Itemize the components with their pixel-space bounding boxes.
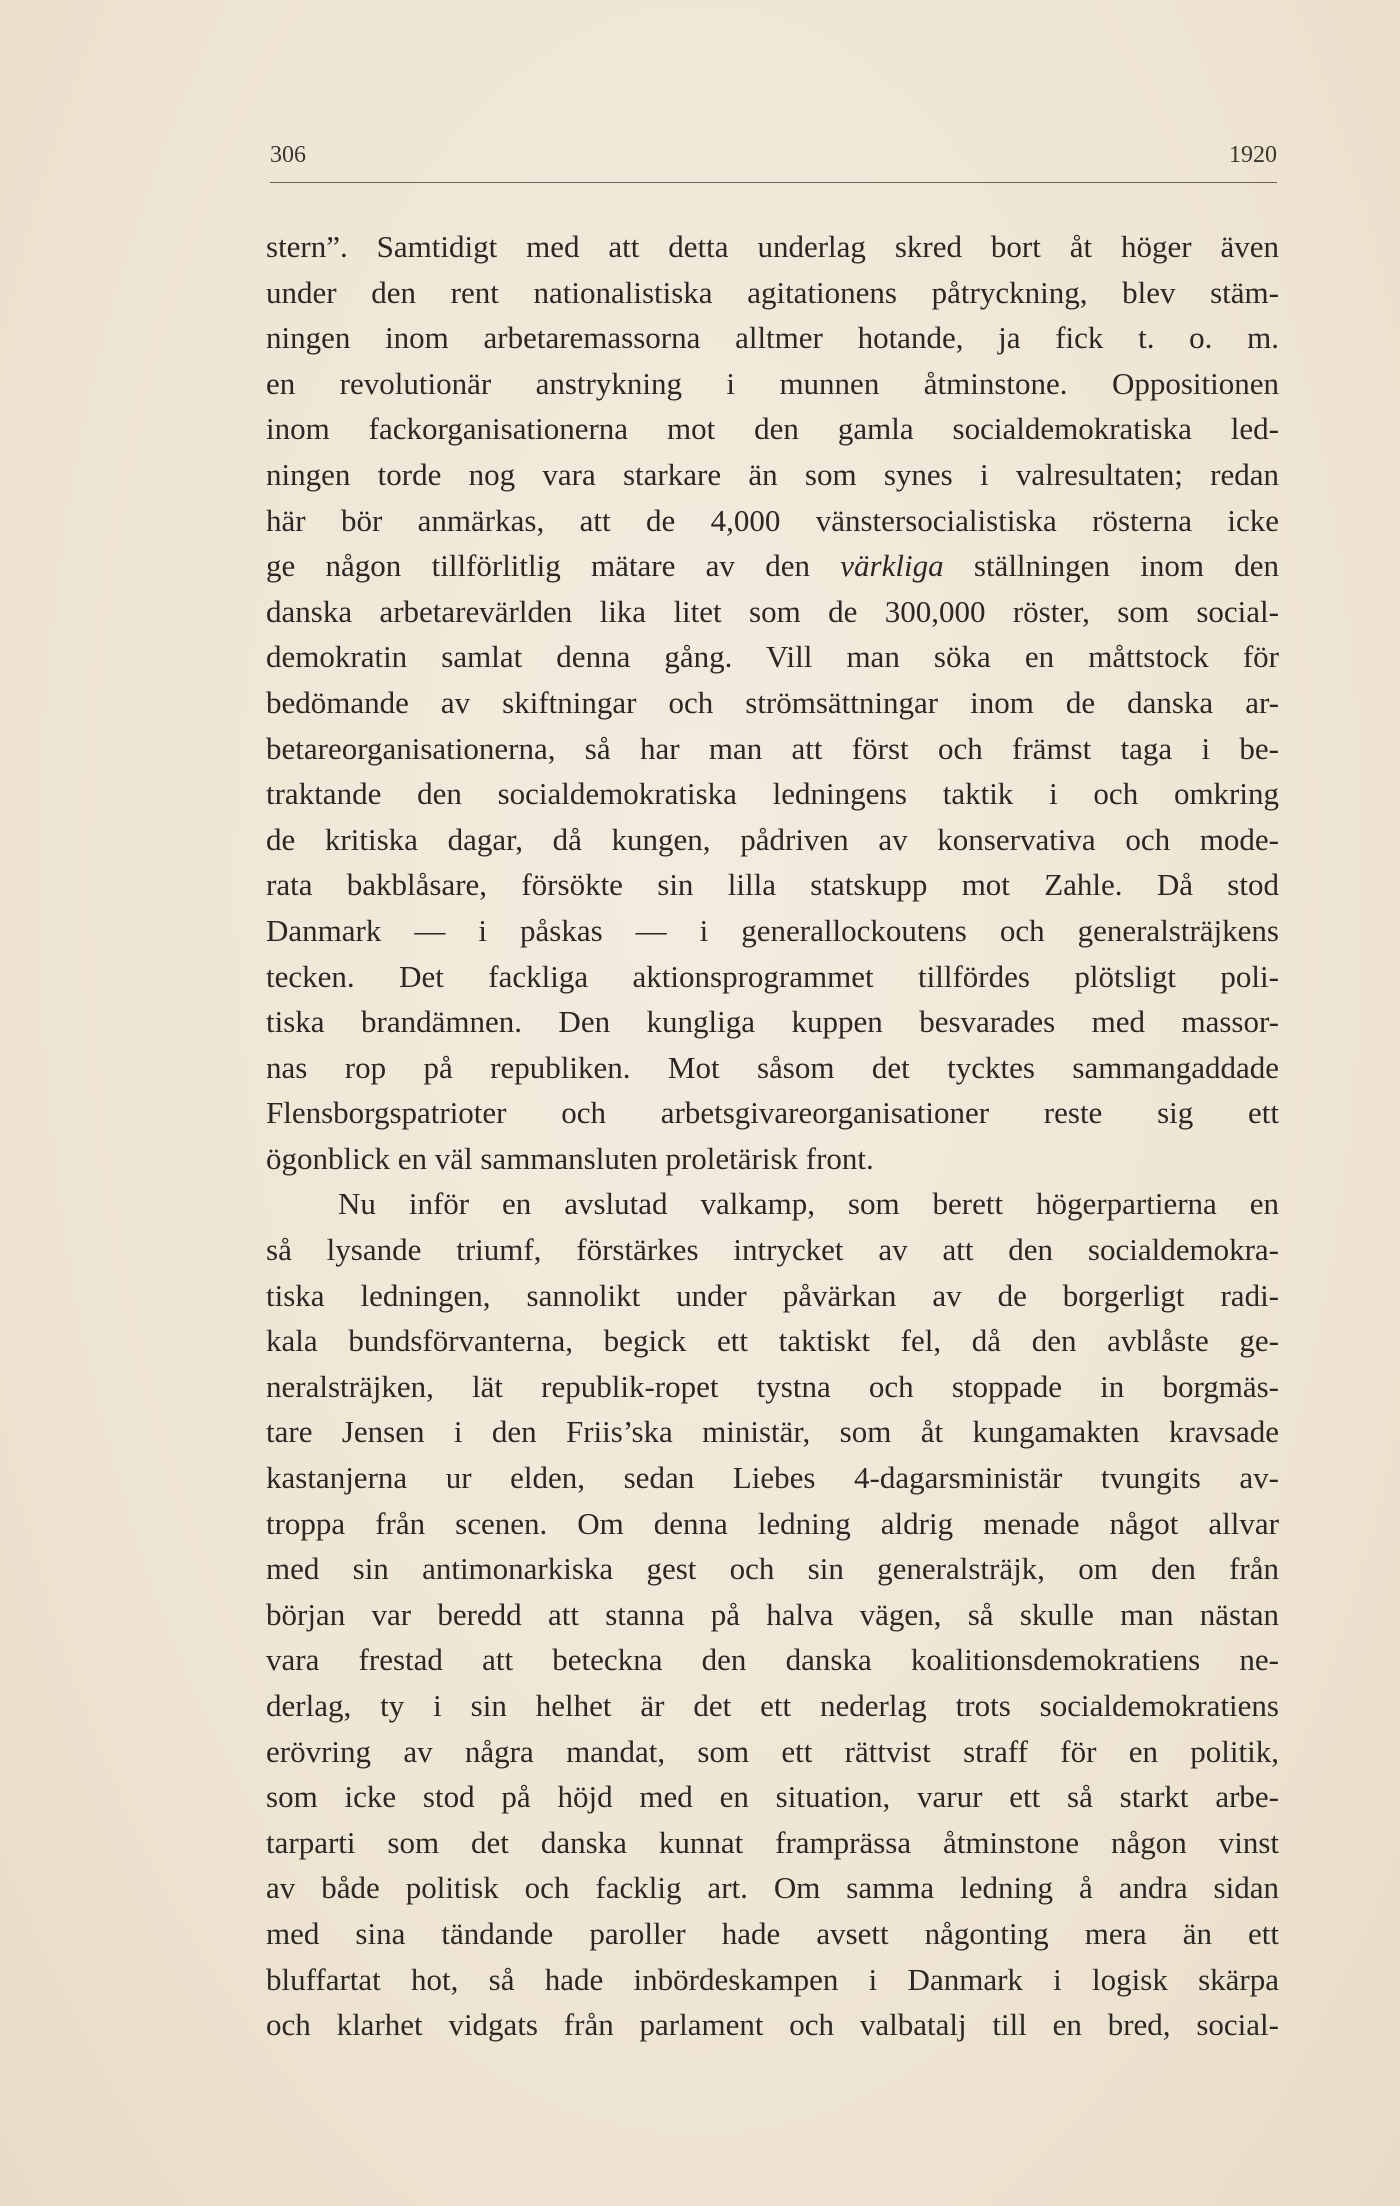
text-line: inom fackorganisationerna mot den gamla socialdemokratiska led-: [266, 411, 1279, 447]
text-line: de kritiska dagar, då kungen, pådriven av konservativa och mode-: [266, 821, 1279, 857]
text-line: danska arbetarevärlden lika litet som de 300,000 röster, som social-: [266, 593, 1279, 629]
text-line: traktande den socialdemokratiska ledningens taktik i och omkring: [266, 776, 1279, 812]
text-line: ge någon tillförlitlig mätare av den värkliga ställningen inom den: [266, 548, 1279, 584]
text-line: som icke stod på höjd med en situation, varur ett så starkt arbe-: [266, 1779, 1279, 1815]
text-line: Danmark — i påskas — i generallockoutens och generalsträjkens: [266, 912, 1279, 948]
body-text: [266, 224, 1279, 2048]
header-rule: [270, 182, 1277, 183]
text-line: stern”. Samtidigt med att detta underlag skred bort åt höger även: [266, 229, 1279, 264]
running-header: [270, 142, 1277, 182]
text-line: tecken. Det fackliga aktionsprogrammet tillfördes plötsligt poli-: [266, 958, 1279, 994]
text-line: med sina tändande paroller hade avsett någonting mera än ett: [266, 1915, 1279, 1951]
text-line: med sin antimonarkiska gest och sin generalsträjk, om den från: [266, 1551, 1279, 1587]
text-line: troppa från scenen. Om denna ledning aldrig menade något allvar: [266, 1505, 1279, 1541]
text-line: kala bundsförvanterna, begick ett taktiskt fel, då den avblåste ge-: [266, 1323, 1279, 1359]
text-line: en revolutionär anstrykning i munnen åtminstone. Oppositionen: [266, 365, 1279, 401]
text-line: neralsträjken, lät republik-ropet tystna och stoppade in borgmäs-: [266, 1368, 1279, 1404]
text-line: Flensborgspatrioter och arbetsgivareorganisationer reste sig ett: [266, 1095, 1279, 1131]
text-line: rata bakblåsare, försökte sin lilla statskupp mot Zahle. Då stod: [266, 867, 1279, 903]
text-line: bluffartat hot, så hade inbördeskampen i Danmark i logisk skärpa: [266, 1961, 1279, 1997]
text-line: Nu inför en avslutad valkamp, som berett högerpartierna en: [338, 1186, 1279, 1222]
header-year: 1920: [1229, 142, 1277, 168]
text-line: ögonblick en väl sammansluten proletärisk front.: [266, 1140, 874, 1176]
text-line: erövring av några mandat, som ett rättvist straff för en politik,: [266, 1733, 1279, 1769]
text-line: början var beredd att stanna på halva vägen, så skulle man nästan: [266, 1596, 1279, 1632]
text-line: tarparti som det danska kunnat framprässa åtminstone någon vinst: [266, 1824, 1279, 1860]
text-line: kastanjerna ur elden, sedan Liebes 4-dagarsministär tvungits av-: [266, 1460, 1279, 1496]
text-line: här bör anmärkas, att de 4,000 vänstersocialistiska rösterna icke: [266, 502, 1279, 538]
text-line: tiska brandämnen. Den kungliga kuppen besvarades med massor-: [266, 1004, 1279, 1040]
text-line: demokratin samlat denna gång. Vill man söka en måttstock för: [266, 639, 1279, 675]
page-number: 306: [270, 142, 306, 168]
text-line: ningen torde nog vara starkare än som synes i valresultaten; redan: [266, 456, 1279, 492]
text-line: betareorganisationerna, så har man att först och främst taga i be-: [266, 730, 1279, 766]
emphasized-word: värkliga: [840, 548, 944, 584]
text-line: och klarhet vidgats från parlament och valbatalj till en bred, social-: [266, 2007, 1279, 2043]
text-line: vara frestad att beteckna den danska koalitionsdemokratiens ne-: [266, 1642, 1279, 1678]
text-line: tiska ledningen, sannolikt under påvärkan av de borgerligt radi-: [266, 1277, 1279, 1313]
text-line: nas rop på republiken. Mot såsom det tycktes sammangaddade: [266, 1049, 1279, 1085]
text-line: ningen inom arbetaremassorna alltmer hotande, ja fick t. o. m.: [266, 320, 1279, 356]
text-line: under den rent nationalistiska agitationens påtryckning, blev stäm-: [266, 274, 1279, 310]
text-line: så lysande triumf, förstärkes intrycket av att den socialdemokra-: [266, 1232, 1279, 1268]
text-line: derlag, ty i sin helhet är det ett nederlag trots socialdemokratiens: [266, 1688, 1279, 1723]
text-line: tare Jensen i den Friis’ska ministär, som åt kungamakten kravsade: [266, 1414, 1279, 1450]
text-line: bedömande av skiftningar och strömsättningar inom de danska ar-: [266, 684, 1279, 720]
text-line: av både politisk och facklig art. Om samma ledning å andra sidan: [266, 1870, 1279, 1906]
